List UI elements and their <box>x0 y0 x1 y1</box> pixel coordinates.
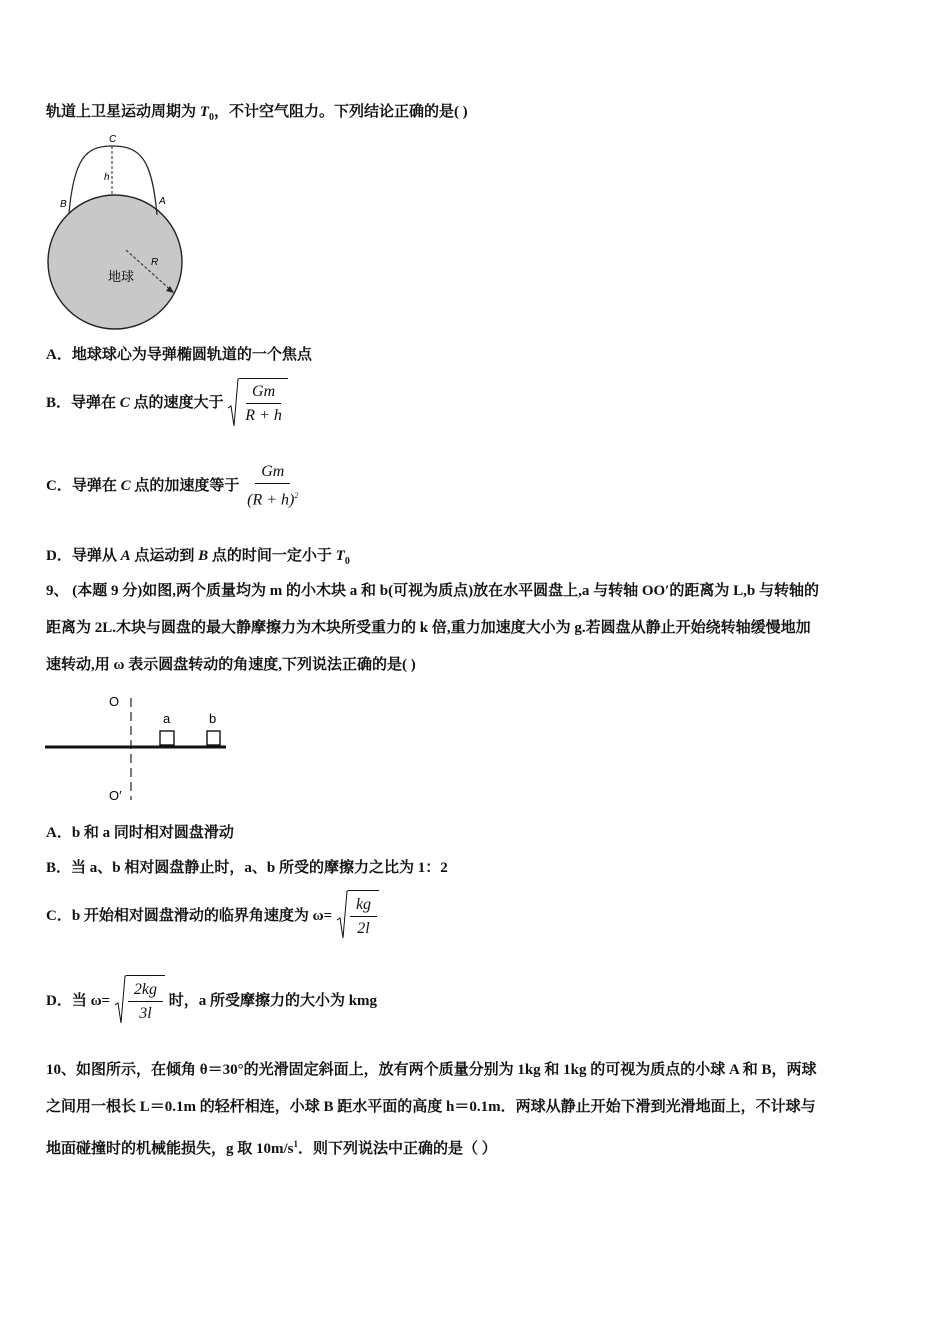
q10-sup: 1 <box>293 1139 299 1149</box>
q9c-text: C．b 开始相对圆盘滑动的临界角速度为 ω= <box>46 908 333 924</box>
intro-sub: 0 <box>208 112 214 123</box>
q9-option-b: B．当 a、b 相对圆盘静止时，a、b 所受的摩擦力之比为 1：2 <box>46 860 448 876</box>
label-b: b <box>209 711 217 726</box>
q10-line-3-after: ．则下列说法中正确的是（ ） <box>298 1141 497 1157</box>
q8b-num: Gm <box>246 381 281 404</box>
earth-orbit-figure <box>40 128 200 338</box>
q10-line-1: 10、如图所示，在倾角 θ＝30°的光滑固定斜面上，放有两个质量分别为 1kg 和 1kg 的可视为质点的小球 A 和 B，两球 <box>46 1062 817 1078</box>
q8c-var: C <box>120 478 131 494</box>
q9-line-2: 距离为 2L.木块与圆盘的最大静摩擦力为木块所受重力的 k 倍,重力加速度大小为 g.若圆盘从静止开始绕转轴缓慢地加 <box>46 620 811 636</box>
q9-line-1: 9、 (本题 9 分)如图,两个质量均为 m 的小木块 a 和 b(可视为质点)放在水平圆盘上,a 与转轴 OO′的距离为 L,b 与转轴的 <box>46 583 819 599</box>
q8c-text: C．导弹在 <box>46 478 121 494</box>
q9c-sqrt <box>336 890 379 943</box>
q8d-var-b: B <box>198 548 209 564</box>
q8-option-b <box>46 378 288 429</box>
label-h: h <box>104 172 110 183</box>
label-o: O <box>109 694 120 709</box>
label-a: a <box>163 711 171 726</box>
q8-option-d <box>46 546 350 572</box>
earth-circle <box>48 195 182 329</box>
q9-option-a: A．b 和 a 同时相对圆盘滑动 <box>46 825 234 841</box>
q8b-text: B．导弹在 <box>46 395 120 411</box>
q9d-sqrt <box>114 975 165 1028</box>
q8-option-a: A．地球球心为导弹椭圆轨道的一个焦点 <box>46 347 312 363</box>
q9d-text: D．当 ω= <box>46 993 111 1009</box>
q8d-text: D．导弹从 <box>46 548 121 564</box>
q9-option-c <box>46 890 379 943</box>
q8c-exp: 2 <box>294 490 299 500</box>
q8d-text-after: 点的时间一定小于 <box>208 548 336 564</box>
q8c-fraction <box>243 461 302 512</box>
label-earth: 地球 <box>108 269 135 284</box>
q10-line-3-text: 地面碰撞时的机械能损失，g 取 10m/s <box>46 1141 294 1157</box>
intro-text-after: ，不计空气阻力。下列结论正确的是( ) <box>213 104 468 120</box>
q9d-den: 3l <box>139 1005 152 1023</box>
label-c: C <box>109 134 117 145</box>
q8c-num: Gm <box>255 461 290 484</box>
block-a <box>160 731 174 745</box>
q10-line-2: 之间用一根长 L＝0.1m 的轻杆相连，小球 B 距水平面的高度 h＝0.1m．两球从静止开始下滑到光滑地面上，不计球与 <box>46 1099 816 1115</box>
intro-line <box>46 102 468 128</box>
q8d-sub: 0 <box>344 556 350 567</box>
q8c-text-after: 点的加速度等于 <box>130 478 240 494</box>
q8b-den: R + h <box>245 407 282 425</box>
q8d-var-a: A <box>120 548 131 564</box>
q9d-text-after: 时，a 所受摩擦力的大小为 kmg <box>168 993 378 1009</box>
label-b: B <box>60 199 67 210</box>
q9-line-3: 速转动,用 ω 表示圆盘转动的角速度,下列说法正确的是( ) <box>46 657 416 673</box>
q9-option-d <box>46 975 377 1028</box>
label-o-prime: O′ <box>109 788 122 803</box>
rotating-disk-figure <box>44 690 234 805</box>
q8-option-c <box>46 460 302 512</box>
q8b-sqrt <box>227 378 288 429</box>
label-r: R <box>151 257 159 268</box>
q8b-text-after: 点的速度大于 <box>129 395 224 411</box>
q8d-var-t: T <box>335 548 345 564</box>
q9c-num: kg <box>350 894 377 917</box>
q8d-text-mid: 点运动到 <box>130 548 199 564</box>
q9d-num: 2kg <box>128 979 163 1002</box>
label-a: A <box>159 196 166 207</box>
q9c-den: 2l <box>357 920 370 938</box>
intro-text: 轨道上卫星运动周期为 <box>46 104 200 120</box>
intro-var-t: T <box>199 104 209 120</box>
q10-line-3 <box>46 1134 497 1159</box>
q8c-den: (R + h) <box>247 491 295 509</box>
q8b-var: C <box>119 395 130 411</box>
block-b <box>207 731 220 745</box>
